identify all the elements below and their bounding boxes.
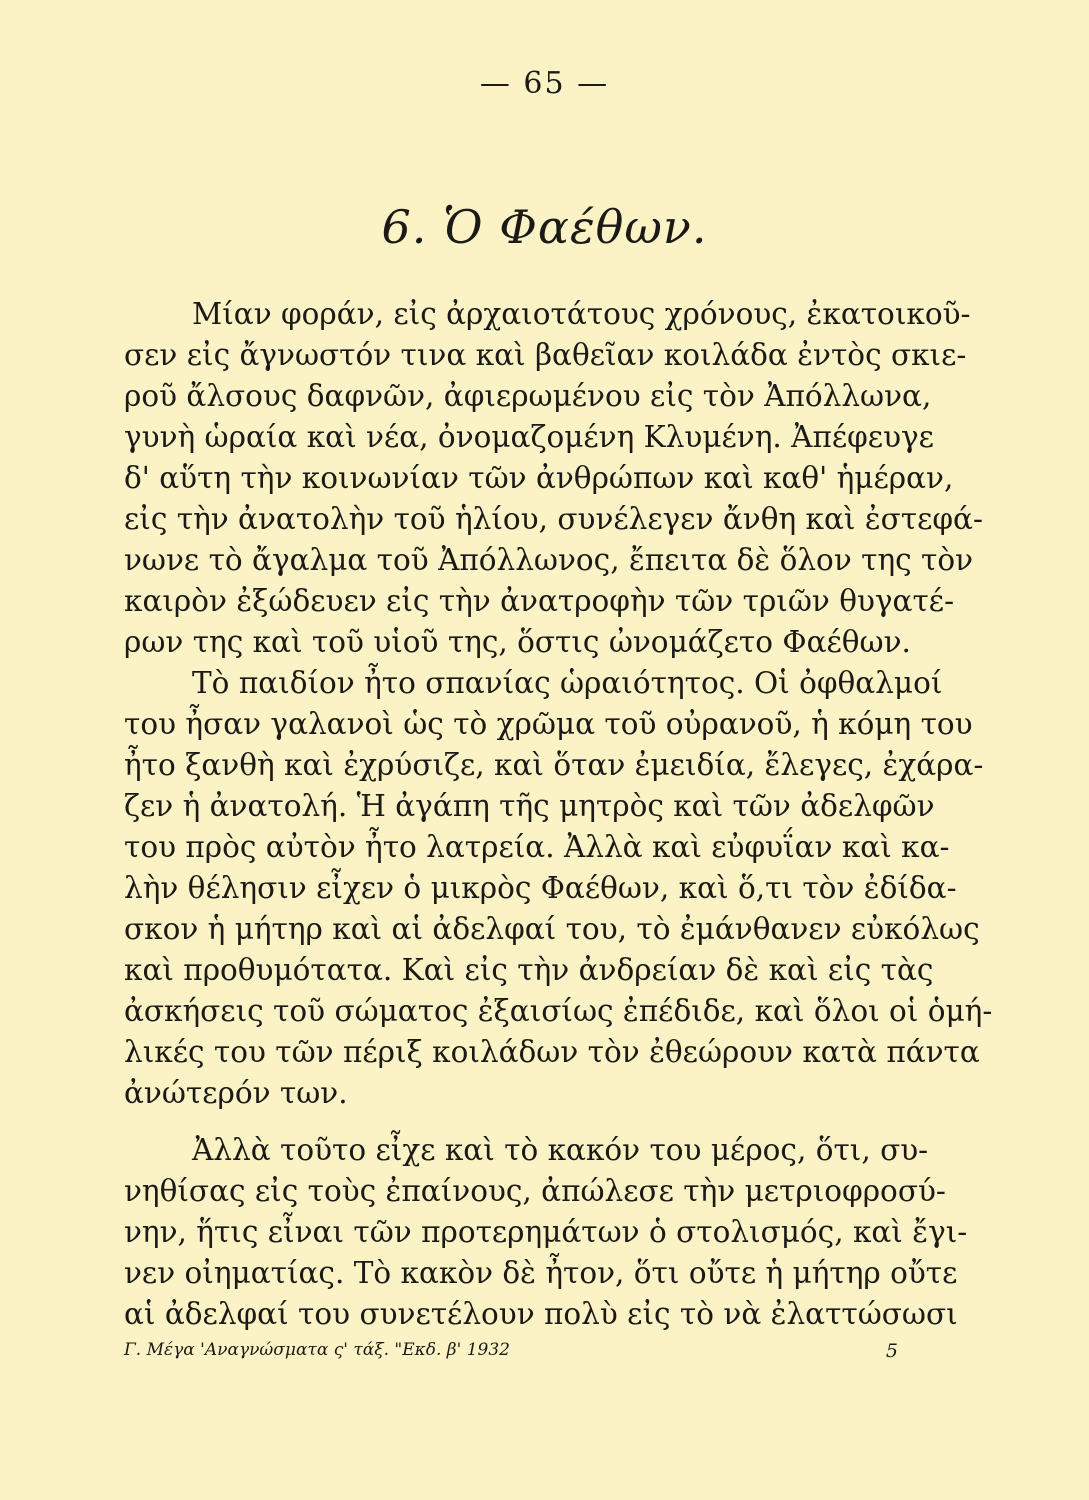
text-line: γυνὴ ὡραία καὶ νέα, ὀνομαζομένη Κλυμένη. Ἀπέφευγε: [124, 420, 934, 454]
text-line: ροῦ ἄλσους δαφνῶν, ἀφιερωμένου εἰς τὸν Ἀπόλλωνα,: [124, 379, 932, 413]
paragraph-3: [124, 1130, 968, 1335]
text-line: σεν εἰς ἄγνωστόν τινα καὶ βαθεῖαν κοιλάδα ἐντὸς σκιε-: [124, 338, 967, 372]
text-line: νεν οἰηματίας. Τὸ κακὸν δὲ ἦτον, ὅτι οὔτε ἡ μήτηρ οὔτε: [124, 1256, 958, 1290]
paragraph-1: [124, 294, 983, 663]
text-line: του πρὸς αὐτὸν ἦτο λατρεία. Ἀλλὰ καὶ εὐφυΐαν καὶ κα-: [124, 830, 950, 864]
chapter-title: 6. Ὁ Φαέθων.: [381, 200, 708, 254]
text-line: σκον ἡ μήτηρ καὶ αἱ ἀδελφαί του, τὸ ἐμάνθανεν εὐκόλως: [124, 912, 980, 946]
text-line: ἀνώτερόν των.: [124, 1076, 348, 1110]
text-line: λὴν θέλησιν εἶχεν ὁ μικρὸς Φαέθων, καὶ ὅ,τι τὸν ἐδίδα-: [124, 871, 957, 905]
text-line: νωνε τὸ ἄγαλμα τοῦ Ἀπόλλωνος, ἔπειτα δὲ ὅλον της τὸν: [124, 543, 974, 577]
text-line: λικές του τῶν πέριξ κοιλάδων τὸν ἐθεώρουν κατὰ πάντα: [124, 1035, 980, 1069]
text-line: καιρὸν ἐξώδευεν εἰς τὴν ἀνατροφὴν τῶν τριῶν θυγατέ-: [124, 584, 955, 618]
text-line: ρων της καὶ τοῦ υἱοῦ της, ὅστις ὠνομάζετο Φαέθων.: [124, 625, 911, 659]
text-line: νην, ἥτις εἶναι τῶν προτερημάτων ὁ στολισμός, καὶ ἔγι-: [124, 1215, 968, 1249]
text-line: Τὸ παιδίον ἦτο σπανίας ὡραιότητος. Οἱ ὀφθαλμοί: [192, 666, 943, 700]
text-line: αἱ ἀδελφαί του συνετέλουν πολὺ εἰς τὸ νὰ ἐλαττώσωσι: [124, 1297, 958, 1331]
sheet-number: 5: [885, 1340, 898, 1362]
text-line: Μίαν φοράν, εἰς ἀρχαιοτάτους χρόνους, ἐκατοικοῦ-: [192, 297, 971, 331]
text-line: Ἀλλὰ τοῦτο εἶχε καὶ τὸ κακόν του μέρος, ὅτι, συ-: [192, 1133, 929, 1167]
text-line: του ἦσαν γαλανοὶ ὡς τὸ χρῶμα τοῦ οὐρανοῦ, ἡ κόμη του: [124, 707, 973, 741]
text-line: δ' αὕτη τὴν κοινωνίαν τῶν ἀνθρώπων καὶ καθ' ἡμέραν,: [124, 461, 954, 495]
text-line: ἀσκήσεις τοῦ σώματος ἐξαισίως ἐπέδιδε, καὶ ὅλοι οἱ ὁμή-: [124, 994, 993, 1028]
text-line: ἦτο ξανθὴ καὶ ἐχρύσιζε, καὶ ὅταν ἐμειδία, ἔλεγες, ἐχάρα-: [124, 748, 984, 782]
paragraph-2: [124, 663, 993, 1114]
printer-signature: Γ. Μέγα 'Αναγνώσματα ς' τάξ. "Εκδ. β' 1932: [124, 1340, 510, 1360]
text-line: καὶ προθυμότατα. Καὶ εἰς τὴν ἀνδρείαν δὲ καὶ εἰς τὰς: [124, 953, 934, 987]
page-number: — 65 —: [479, 66, 610, 101]
text-line: ζεν ἡ ἀνατολή. Ἡ ἀγάπη τῆς μητρὸς καὶ τῶν ἀδελφῶν: [124, 789, 935, 823]
text-line: νηθίσας εἰς τοὺς ἐπαίνους, ἀπώλεσε τὴν μετριοφροσύ-: [124, 1174, 946, 1208]
text-line: εἰς τὴν ἀνατολὴν τοῦ ἡλίου, συνέλεγεν ἄνθη καὶ ἐστεφά-: [124, 502, 983, 536]
